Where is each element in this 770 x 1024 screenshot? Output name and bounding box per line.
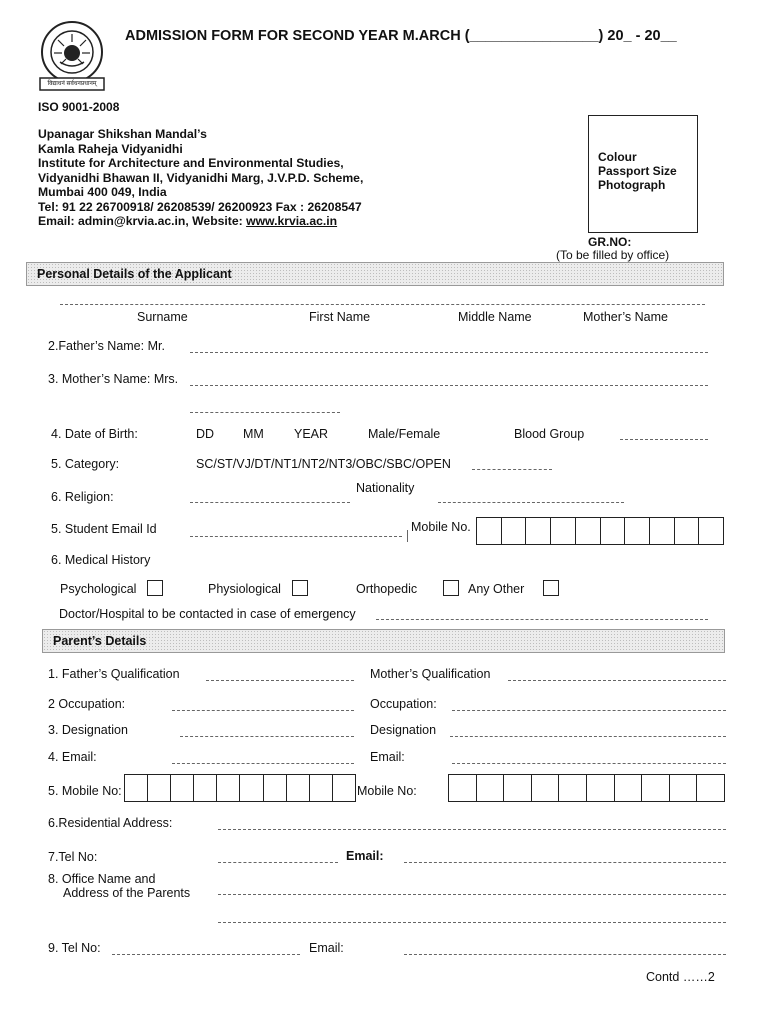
father-email-label: 4. Email: <box>48 750 97 764</box>
grno-label: GR.NO: <box>588 235 632 249</box>
middle-name-label: Middle Name <box>458 310 532 324</box>
mothers-name-label: 3. Mother’s Name: Mrs. <box>48 372 179 386</box>
personal-details-header <box>26 262 724 286</box>
mother-occupation-field[interactable] <box>452 710 726 711</box>
tel-no-label: 7.Tel No: <box>48 850 98 864</box>
category-options: SC/ST/VJ/DT/NT1/NT2/NT3/OBC/SBC/OPEN <box>196 457 451 471</box>
institute-email: Email: admin@krvia.ac.in, Website: <box>38 214 247 228</box>
tel-email-label: Email: <box>346 849 384 863</box>
tel9-email-label: Email: <box>309 941 344 955</box>
religion-field[interactable] <box>190 502 350 503</box>
orthopedic-label: Orthopedic <box>356 582 418 596</box>
emergency-contact-label: Doctor/Hospital to be contacted in case of emergency <box>59 607 356 621</box>
blood-group-label: Blood Group <box>514 427 585 441</box>
any-other-label: Any Other <box>468 582 525 596</box>
mother-mobile-cells[interactable] <box>448 774 725 802</box>
office-address-label-2: Address of the Parents <box>63 886 191 900</box>
institute-line-3: Institute for Architecture and Environmental Studies, <box>38 156 344 170</box>
mothers-name-column-label: Mother’s Name <box>583 310 668 324</box>
category-field[interactable] <box>472 469 552 470</box>
orthopedic-checkbox[interactable] <box>443 580 459 596</box>
mother-email-field[interactable] <box>452 763 726 764</box>
photo-line-3: Photograph <box>598 178 666 192</box>
office-address-label-1: 8. Office Name and <box>48 872 156 886</box>
fathers-name-label: 2.Father’s Name: Mr. <box>48 339 165 353</box>
student-email-label: 5. Student Email Id <box>51 522 157 536</box>
mother-mobile-label: Mobile No: <box>357 784 417 798</box>
institute-line-6: Tel: 91 22 26700918/ 26208539/ 26200923 Fax : 26208547 <box>38 199 362 214</box>
psychological-checkbox[interactable] <box>147 580 163 596</box>
institute-line-5: Mumbai 400 049, India <box>38 185 167 199</box>
blood-group-field[interactable] <box>620 439 708 440</box>
nationality-field[interactable] <box>438 502 624 503</box>
student-mobile-cells[interactable] <box>476 517 724 545</box>
psychological-label: Psychological <box>60 582 137 596</box>
personal-details-title: Personal Details of the Applicant <box>37 267 232 281</box>
father-occupation-field[interactable] <box>172 710 354 711</box>
father-mobile-label: 5. Mobile No: <box>48 784 122 798</box>
father-designation-field[interactable] <box>180 736 354 737</box>
institute-logo <box>34 20 110 96</box>
dob-mm-label: MM <box>243 427 264 441</box>
mothers-name-field[interactable] <box>190 385 708 386</box>
mother-email-label: Email: <box>370 750 405 764</box>
father-mobile-cells[interactable] <box>124 774 356 802</box>
any-other-checkbox[interactable] <box>543 580 559 596</box>
photo-line-1: Colour <box>598 150 637 164</box>
mother-occupation-label: Occupation: <box>370 697 437 711</box>
residential-address-label: 6.Residential Address: <box>48 816 173 830</box>
institute-line-7 <box>38 214 363 229</box>
grno-note: (To be filled by office) <box>556 248 670 262</box>
tel9-field[interactable] <box>112 954 300 955</box>
photo-line-2: Passport Size <box>598 164 677 178</box>
iso-label: ISO 9001-2008 <box>38 100 120 114</box>
physiological-label: Physiological <box>208 582 281 596</box>
tel-no-field[interactable] <box>218 862 338 863</box>
institute-website-link[interactable]: www.krvia.ac.in <box>246 214 338 228</box>
continued-label: Contd ……2 <box>646 970 715 984</box>
logo-text-bottom: विद्याधनं सर्वधनप्रधानम् <box>47 81 97 87</box>
dob-field[interactable] <box>190 412 340 413</box>
tel9-label: 9. Tel No: <box>48 941 101 955</box>
mothers-qualification-label: Mother’s Qualification <box>370 667 491 681</box>
father-occupation-label: 2 Occupation: <box>48 697 126 711</box>
office-address-field-1[interactable] <box>218 894 726 895</box>
mother-designation-field[interactable] <box>450 736 726 737</box>
email-divider <box>407 530 408 542</box>
applicant-name-field[interactable] <box>60 304 705 305</box>
mother-designation-label: Designation <box>370 723 437 737</box>
residential-address-field[interactable] <box>218 829 726 830</box>
nationality-label: Nationality <box>356 481 415 495</box>
religion-label: 6. Religion: <box>51 490 114 504</box>
category-label: 5. Category: <box>51 457 120 471</box>
student-mobile-label: Mobile No. <box>411 520 471 534</box>
tel9-email-field[interactable] <box>404 954 726 955</box>
surname-label: Surname <box>137 310 188 324</box>
father-email-field[interactable] <box>172 763 354 764</box>
dob-dd-label: DD <box>196 427 215 441</box>
physiological-checkbox[interactable] <box>292 580 308 596</box>
fathers-name-field[interactable] <box>190 352 708 353</box>
institute-line-1: Upanagar Shikshan Mandal’s <box>38 127 207 141</box>
dob-year-label: YEAR <box>294 427 329 441</box>
fathers-qualification-field[interactable] <box>206 680 354 681</box>
emergency-contact-field[interactable] <box>376 619 708 620</box>
institute-address <box>38 127 363 229</box>
dob-label: 4. Date of Birth: <box>51 427 138 441</box>
father-designation-label: 3. Designation <box>48 723 128 737</box>
office-address-field-2[interactable] <box>218 922 726 923</box>
medical-history-label: 6. Medical History <box>51 553 151 567</box>
institute-line-2: Kamla Raheja Vidyanidhi <box>38 141 183 156</box>
parents-details-header <box>42 629 725 653</box>
fathers-qualification-label: 1. Father’s Qualification <box>48 667 180 681</box>
mothers-qualification-field[interactable] <box>508 680 726 681</box>
parents-details-title: Parent’s Details <box>53 634 147 648</box>
photo-box[interactable] <box>588 115 698 233</box>
student-email-field[interactable] <box>190 536 402 537</box>
tel-email-field[interactable] <box>404 862 726 863</box>
institute-line-4: Vidyanidhi Bhawan II, Vidyanidhi Marg, J.V.P.D. Scheme, <box>38 170 364 185</box>
first-name-label: First Name <box>309 310 371 324</box>
gender-label: Male/Female <box>368 427 441 441</box>
form-title: ADMISSION FORM FOR SECOND YEAR M.ARCH (________________) 20_ - 20__ <box>125 28 677 44</box>
